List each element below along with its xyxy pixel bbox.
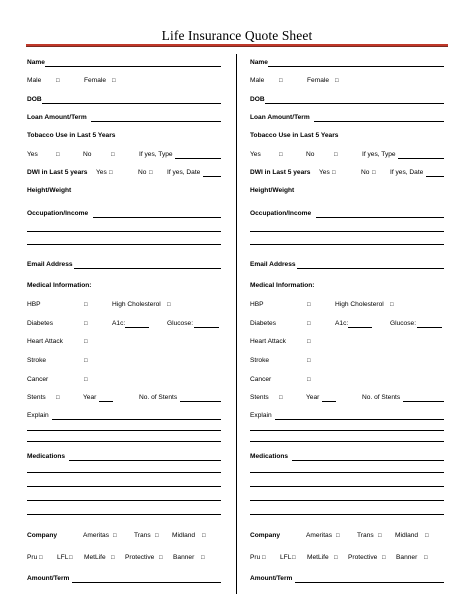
medications-line[interactable]	[250, 514, 444, 515]
stents-checkbox[interactable]: □	[56, 395, 60, 401]
tobacco-no-label: No	[83, 151, 92, 158]
dwi-date-label: If yes, Date	[167, 169, 201, 176]
amount-term-field[interactable]	[72, 582, 221, 583]
lfl-label: LFL	[57, 554, 69, 561]
protective-checkbox[interactable]: □	[382, 555, 386, 561]
tobacco-type-label: If yes, Type	[362, 151, 396, 158]
tobacco-answer-row	[250, 150, 446, 160]
stents-year-field[interactable]	[322, 401, 336, 402]
male-checkbox[interactable]: □	[279, 78, 283, 84]
medications-label: Medications	[27, 453, 66, 460]
amount-term-field[interactable]	[295, 582, 444, 583]
tobacco-label: Tobacco Use in Last 5 Years	[27, 132, 116, 139]
glucose-field[interactable]	[194, 327, 219, 328]
name-label: Name	[27, 59, 45, 66]
high-cholesterol-label: High Cholesterol	[112, 301, 161, 308]
company-label: Company	[250, 532, 281, 539]
metlife-label: MetLife	[84, 554, 106, 561]
name-label: Name	[250, 59, 268, 66]
stroke-checkbox[interactable]: □	[84, 358, 88, 364]
pru-checkbox[interactable]: □	[262, 555, 266, 561]
dwi-yes-label: Yes	[319, 169, 330, 176]
midland-label: Midland	[395, 532, 419, 539]
medical-label: Medical Information:	[250, 282, 315, 289]
banner-label: Banner	[173, 554, 195, 561]
heart-attack-label: Heart Attack	[250, 338, 286, 345]
trans-label: Trans	[134, 532, 151, 539]
amount-term-label: Amount/Term	[250, 575, 293, 582]
dwi-label: DWI in Last 5 years	[27, 169, 88, 176]
stents-row	[27, 393, 223, 403]
cancer-row	[27, 375, 223, 385]
explain-label: Explain	[250, 412, 272, 419]
dob-field[interactable]	[42, 103, 221, 104]
tobacco-yes-checkbox[interactable]: □	[279, 152, 283, 158]
dwi-yes-checkbox[interactable]: □	[109, 170, 113, 176]
occupation-line[interactable]	[250, 244, 444, 245]
tobacco-yes-checkbox[interactable]: □	[56, 152, 60, 158]
medications-line[interactable]	[250, 486, 444, 487]
high-cholesterol-checkbox[interactable]: □	[167, 302, 171, 308]
medical-row	[27, 281, 223, 291]
protective-checkbox[interactable]: □	[159, 555, 163, 561]
name-field[interactable]	[268, 66, 444, 67]
tobacco-no-checkbox[interactable]: □	[111, 152, 115, 158]
trans-checkbox[interactable]: □	[155, 533, 159, 539]
gender-row	[250, 76, 446, 86]
email-row	[250, 260, 446, 270]
heart-attack-checkbox[interactable]: □	[307, 339, 311, 345]
carrier-row	[27, 553, 223, 563]
diabetes-row	[250, 319, 446, 329]
carrier-row	[250, 553, 446, 563]
ameritas-checkbox[interactable]: □	[336, 533, 340, 539]
height-weight-row	[27, 186, 223, 196]
amount-term-row	[27, 574, 223, 584]
loan-row	[27, 113, 223, 123]
medications-field[interactable]	[292, 460, 444, 461]
hbp-row	[250, 300, 446, 310]
diabetes-label: Diabetes	[250, 320, 277, 327]
female-checkbox[interactable]: □	[112, 78, 116, 84]
high-cholesterol-checkbox[interactable]: □	[390, 302, 394, 308]
explain-line[interactable]	[250, 430, 444, 431]
dob-row	[250, 95, 446, 105]
height-weight-row	[250, 186, 446, 196]
stroke-checkbox[interactable]: □	[307, 358, 311, 364]
a1c-field[interactable]	[348, 327, 372, 328]
stroke-label: Stroke	[250, 357, 270, 364]
hbp-label: HBP	[27, 301, 41, 308]
medications-line[interactable]	[27, 500, 221, 501]
dwi-no-checkbox[interactable]: □	[372, 170, 376, 176]
medical-row	[250, 281, 446, 291]
female-checkbox[interactable]: □	[335, 78, 339, 84]
explain-row	[27, 411, 223, 421]
explain-row	[250, 411, 446, 421]
dwi-date-field[interactable]	[203, 176, 221, 177]
height-weight-label: Height/Weight	[250, 187, 295, 194]
pru-checkbox[interactable]: □	[39, 555, 43, 561]
dwi-no-label: No	[361, 169, 370, 176]
trans-label: Trans	[357, 532, 374, 539]
medications-field[interactable]	[69, 460, 221, 461]
cancer-label: Cancer	[27, 376, 49, 383]
name-row	[27, 58, 223, 68]
loan-label: Loan Amount/Term	[250, 114, 310, 121]
cancer-checkbox[interactable]: □	[84, 377, 88, 383]
dob-label: DOB	[250, 96, 265, 103]
glucose-label: Glucose:	[167, 320, 194, 327]
diabetes-row	[27, 319, 223, 329]
lfl-checkbox[interactable]: □	[292, 555, 296, 561]
loan-field[interactable]	[314, 121, 444, 122]
loan-row	[250, 113, 446, 123]
cancer-row	[250, 375, 446, 385]
stents-label: Stents	[250, 394, 269, 401]
lfl-label: LFL	[280, 554, 292, 561]
no-of-stents-label: No. of Stents	[139, 394, 178, 401]
stents-year-field[interactable]	[99, 401, 113, 402]
hbp-checkbox[interactable]: □	[307, 302, 311, 308]
amount-term-label: Amount/Term	[27, 575, 70, 582]
diabetes-label: Diabetes	[27, 320, 54, 327]
company-row	[27, 531, 223, 541]
stents-checkbox[interactable]: □	[279, 395, 283, 401]
loan-field[interactable]	[91, 121, 221, 122]
protective-label: Protective	[348, 554, 378, 561]
lfl-checkbox[interactable]: □	[69, 555, 73, 561]
occupation-label: Occupation/Income	[250, 210, 312, 217]
male-label: Male	[250, 77, 265, 84]
ameritas-label: Ameritas	[83, 532, 110, 539]
no-of-stents-field[interactable]	[180, 401, 221, 402]
glucose-label: Glucose:	[390, 320, 417, 327]
ameritas-label: Ameritas	[306, 532, 333, 539]
tobacco-yes-label: Yes	[27, 151, 38, 158]
name-field[interactable]	[45, 66, 221, 67]
tobacco-no-checkbox[interactable]: □	[334, 152, 338, 158]
male-checkbox[interactable]: □	[56, 78, 60, 84]
medications-line[interactable]	[250, 472, 444, 473]
a1c-label: A1c:	[112, 320, 126, 327]
banner-label: Banner	[396, 554, 418, 561]
quote-form-left	[27, 0, 223, 613]
metlife-checkbox[interactable]: □	[334, 555, 338, 561]
occupation-field[interactable]	[316, 217, 444, 218]
stroke-row	[27, 356, 223, 366]
medications-row	[27, 452, 223, 462]
company-label: Company	[27, 532, 58, 539]
dwi-date-label: If yes, Date	[390, 169, 424, 176]
banner-checkbox[interactable]: □	[201, 555, 205, 561]
heart-attack-row	[250, 337, 446, 347]
diabetes-checkbox[interactable]: □	[84, 321, 88, 327]
no-of-stents-label: No. of Stents	[362, 394, 401, 401]
pru-label: Pru	[27, 554, 38, 561]
explain-line[interactable]	[250, 441, 444, 442]
occupation-row	[27, 209, 223, 219]
hbp-row	[27, 300, 223, 310]
stents-row	[250, 393, 446, 403]
stents-year-label: Year	[306, 394, 320, 401]
explain-field[interactable]	[52, 419, 221, 420]
stroke-row	[250, 356, 446, 366]
midland-label: Midland	[172, 532, 196, 539]
a1c-label: A1c:	[335, 320, 349, 327]
explain-label: Explain	[27, 412, 49, 419]
dob-field[interactable]	[265, 103, 444, 104]
dwi-row	[27, 168, 223, 178]
dwi-yes-label: Yes	[96, 169, 107, 176]
female-label: Female	[84, 77, 106, 84]
medications-label: Medications	[250, 453, 289, 460]
banner-checkbox[interactable]: □	[424, 555, 428, 561]
column-divider	[236, 54, 237, 594]
medications-line[interactable]	[27, 514, 221, 515]
email-field[interactable]	[74, 268, 221, 269]
a1c-field[interactable]	[125, 327, 149, 328]
name-row	[250, 58, 446, 68]
medical-label: Medical Information:	[27, 282, 92, 289]
loan-label: Loan Amount/Term	[27, 114, 87, 121]
heart-attack-row	[27, 337, 223, 347]
explain-field[interactable]	[275, 419, 444, 420]
height-weight-label: Height/Weight	[27, 187, 72, 194]
diabetes-checkbox[interactable]: □	[307, 321, 311, 327]
medications-row	[250, 452, 446, 462]
dwi-label: DWI in Last 5 years	[250, 169, 311, 176]
tobacco-type-label: If yes, Type	[139, 151, 173, 158]
explain-line[interactable]	[27, 441, 221, 442]
metlife-label: MetLife	[307, 554, 329, 561]
dob-row	[27, 95, 223, 105]
ameritas-checkbox[interactable]: □	[113, 533, 117, 539]
female-label: Female	[307, 77, 329, 84]
explain-line[interactable]	[27, 430, 221, 431]
heart-attack-label: Heart Attack	[27, 338, 63, 345]
hbp-label: HBP	[250, 301, 264, 308]
cancer-checkbox[interactable]: □	[307, 377, 311, 383]
occupation-line[interactable]	[27, 231, 221, 232]
heart-attack-checkbox[interactable]: □	[84, 339, 88, 345]
protective-label: Protective	[125, 554, 155, 561]
pru-label: Pru	[250, 554, 261, 561]
tobacco-row	[250, 131, 446, 141]
occupation-field[interactable]	[93, 217, 221, 218]
occupation-line[interactable]	[250, 231, 444, 232]
stents-year-label: Year	[83, 394, 97, 401]
occupation-label: Occupation/Income	[27, 210, 89, 217]
occupation-row	[250, 209, 446, 219]
dwi-date-field[interactable]	[426, 176, 444, 177]
tobacco-row	[27, 131, 223, 141]
dwi-row	[250, 168, 446, 178]
trans-checkbox[interactable]: □	[378, 533, 382, 539]
quote-form-right	[250, 0, 446, 613]
dwi-yes-checkbox[interactable]: □	[332, 170, 336, 176]
tobacco-label: Tobacco Use in Last 5 Years	[250, 132, 339, 139]
midland-checkbox[interactable]: □	[202, 533, 206, 539]
tobacco-type-field[interactable]	[175, 158, 221, 159]
email-label: Email Address	[250, 261, 296, 268]
tobacco-no-label: No	[306, 151, 315, 158]
email-label: Email Address	[27, 261, 73, 268]
email-row	[27, 260, 223, 270]
metlife-checkbox[interactable]: □	[111, 555, 115, 561]
stroke-label: Stroke	[27, 357, 47, 364]
glucose-field[interactable]	[417, 327, 442, 328]
cancer-label: Cancer	[250, 376, 272, 383]
dwi-no-checkbox[interactable]: □	[149, 170, 153, 176]
medications-line[interactable]	[27, 472, 221, 473]
male-label: Male	[27, 77, 42, 84]
hbp-checkbox[interactable]: □	[84, 302, 88, 308]
midland-checkbox[interactable]: □	[425, 533, 429, 539]
tobacco-answer-row	[27, 150, 223, 160]
tobacco-type-field[interactable]	[398, 158, 444, 159]
tobacco-yes-label: Yes	[250, 151, 261, 158]
email-field[interactable]	[297, 268, 444, 269]
dwi-no-label: No	[138, 169, 147, 176]
occupation-line[interactable]	[27, 244, 221, 245]
medications-line[interactable]	[27, 486, 221, 487]
amount-term-row	[250, 574, 446, 584]
high-cholesterol-label: High Cholesterol	[335, 301, 384, 308]
no-of-stents-field[interactable]	[403, 401, 444, 402]
stents-label: Stents	[27, 394, 46, 401]
medications-line[interactable]	[250, 500, 444, 501]
page-title: Life Insurance Quote Sheet	[161, 28, 313, 43]
dob-label: DOB	[27, 96, 42, 103]
gender-row	[27, 76, 223, 86]
company-row	[250, 531, 446, 541]
